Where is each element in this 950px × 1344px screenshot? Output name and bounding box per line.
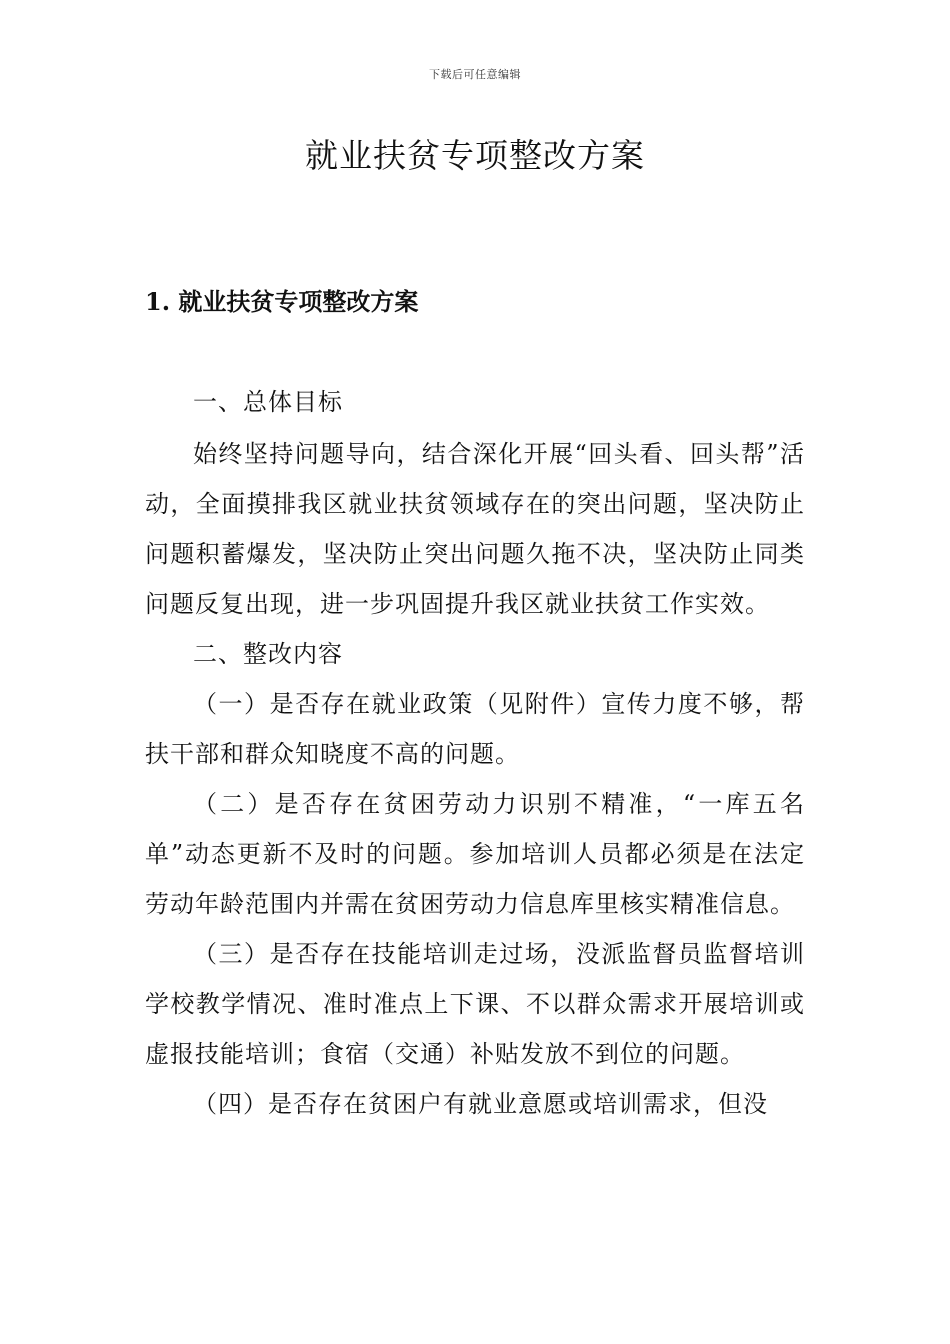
paragraph-goals: 始终坚持问题导向，结合深化开展“回头看、回头帮”活动，全面摸排我区就业扶贫领域存在的突出问题，坚决防止问题积蓄爆发，坚决防止突出问题久拖不决，坚决防止同类问题反复出现，进一步巩固提升我区就业扶贫工作实效。 <box>145 440 805 618</box>
document-body <box>145 377 805 1129</box>
paragraph-item-1: （一）是否存在就业政策（见附件）宣传力度不够，帮扶干部和群众知晓度不高的问题。 <box>145 690 805 768</box>
paragraph-heading-goals: 一、总体目标 <box>193 388 343 416</box>
section-title: 1. 就业扶贫专项整改方案 <box>145 287 419 316</box>
document-title: 就业扶贫专项整改方案 <box>305 136 645 175</box>
header-note: 下载后可任意编辑 <box>429 68 521 81</box>
paragraph-item-2: （二）是否存在贫困劳动力识别不精准，“一库五名单”动态更新不及时的问题。参加培训人员都必须是在法定劳动年龄范围内并需在贫困劳动力信息库里核实精准信息。 <box>145 790 805 918</box>
paragraph-item-4: （四）是否存在贫困户有就业意愿或培训需求，但没 <box>193 1090 768 1118</box>
paragraph-heading-content: 二、整改内容 <box>193 640 343 668</box>
paragraph-item-3: （三）是否存在技能培训走过场，没派监督员监督培训学校教学情况、准时准点上下课、不以群众需求开展培训或虚报技能培训；食宿（交通）补贴发放不到位的问题。 <box>145 940 805 1068</box>
